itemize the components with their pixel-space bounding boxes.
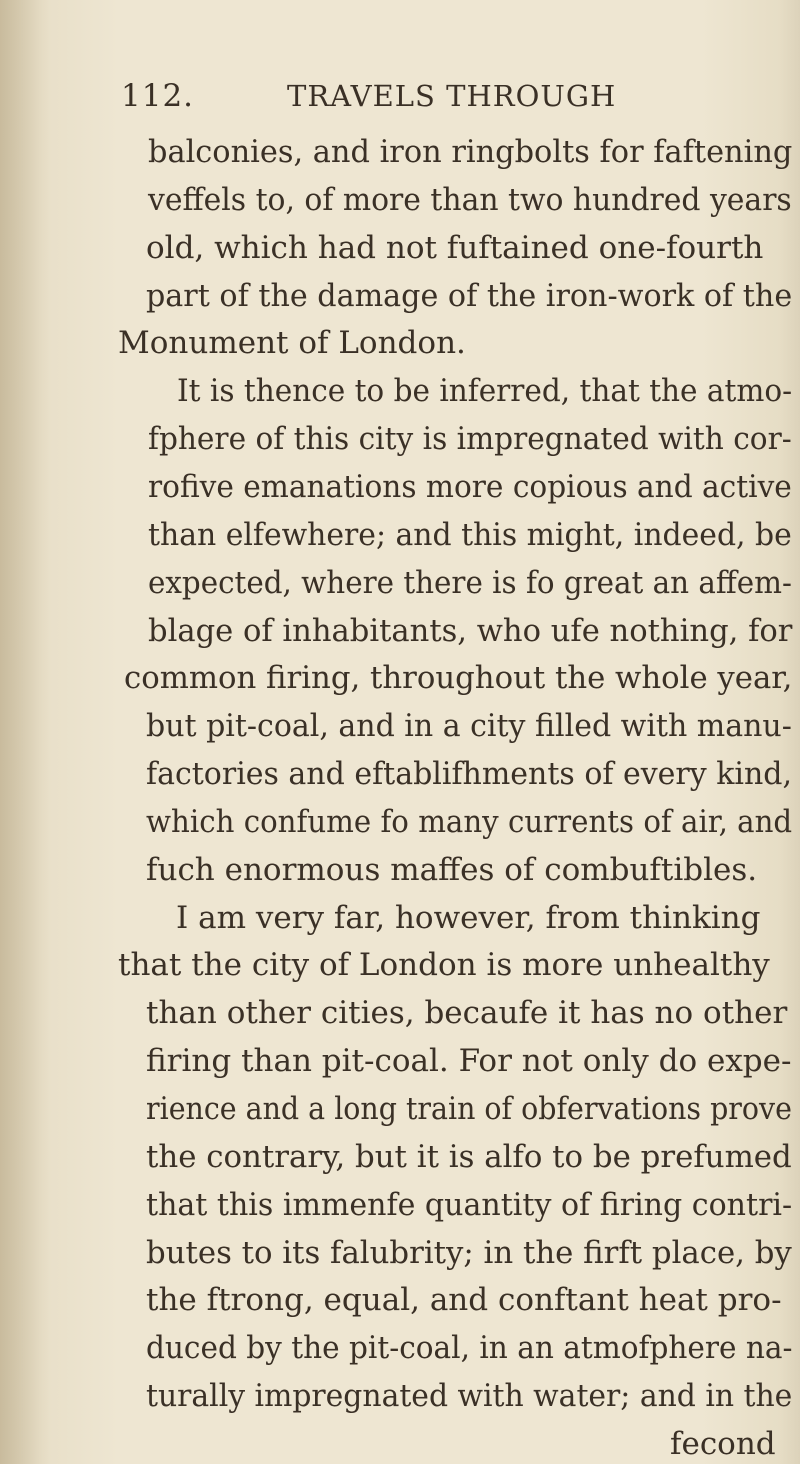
- text-line: rofive emanations more copious and active: [148, 468, 792, 505]
- text-line: the ftrong, equal, and conftant heat pro-: [146, 1282, 782, 1319]
- running-head-title: TRAVELS THROUGH: [287, 79, 617, 113]
- text-line: firing than pit-coal. For not only do expe-: [146, 1043, 792, 1080]
- text-line: veffels to, of more than two hundred years: [148, 181, 792, 218]
- text-line: fecond: [670, 1426, 776, 1462]
- text-line: that the city of London is more unhealthy: [118, 947, 770, 984]
- text-line: old, which had not fuftained one-fourth: [146, 229, 764, 266]
- text-line: that this immenfe quantity of firing contri-: [146, 1186, 793, 1223]
- text-line: turally impregnated with water; and in the: [146, 1378, 793, 1415]
- text-line: Monument of London.: [118, 325, 466, 362]
- text-line: fuch enormous maffes of combuftibles.: [146, 851, 758, 888]
- text-line: I am very far, however, from thinking: [176, 899, 761, 936]
- text-line: expected, where there is fo great an affem-: [148, 564, 792, 601]
- text-line: rience and a long train of obfervations prove: [146, 1091, 792, 1128]
- text-line: the contrary, but it is alfo to be prefumed: [146, 1138, 792, 1175]
- page-number: 112.: [121, 78, 195, 114]
- text-line: factories and eftablifhments of every kind,: [146, 756, 792, 793]
- text-line: duced by the pit-coal, in an atmofphere na-: [146, 1330, 793, 1367]
- text-line: common firing, throughout the whole year,: [124, 660, 793, 697]
- text-line: blage of inhabitants, who ufe nothing, for: [148, 612, 793, 649]
- text-line: than other cities, becaufe it has no other: [146, 995, 788, 1032]
- text-line: balconies, and iron ringbolts for faftening: [148, 134, 793, 170]
- text-line: than elfewhere; and this might, indeed, be: [148, 516, 792, 553]
- text-line: which confume fo many currents of air, and: [146, 803, 793, 840]
- text-line: It is thence to be inferred, that the atmo-: [177, 373, 793, 410]
- text-line: fphere of this city is impregnated with cor-: [148, 421, 792, 458]
- text-line: butes to its falubrity; in the firft place, by: [146, 1234, 792, 1271]
- text-line: part of the damage of the iron-work of the: [146, 277, 793, 314]
- text-line: but pit-coal, and in a city filled with manu-: [146, 708, 792, 745]
